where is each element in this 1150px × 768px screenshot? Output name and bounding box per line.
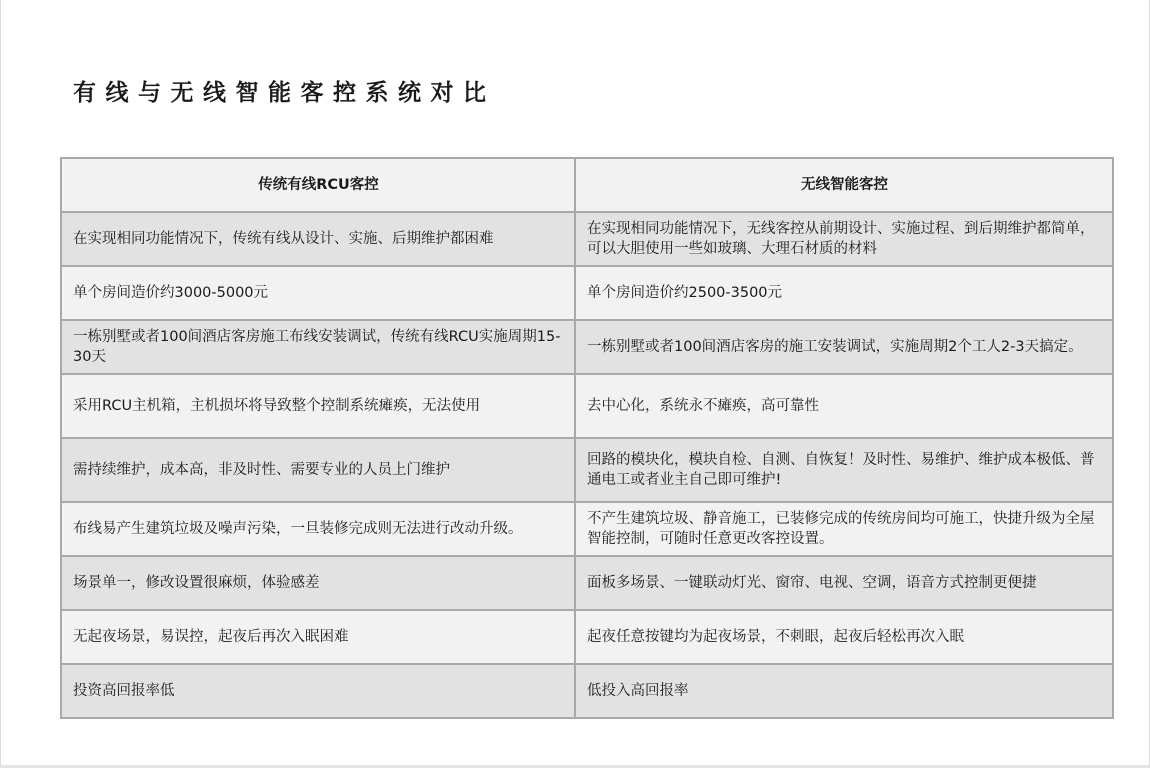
- header-wired: 传统有线RCU客控: [61, 158, 575, 212]
- cell-wireless: 一栋别墅或者100间酒店客房的施工安装调试，实施周期2个工人2-3天搞定。: [575, 320, 1113, 374]
- cell-wired: 需持续维护，成本高，非及时性、需要专业的人员上门维护: [61, 438, 575, 502]
- cell-wireless: 面板多场景、一键联动灯光、窗帘、电视、空调，语音方式控制更便捷: [575, 556, 1113, 610]
- table-row: [61, 556, 1113, 610]
- table-row: [61, 610, 1113, 664]
- cell-wireless: 起夜任意按键均为起夜场景，不刺眼，起夜后轻松再次入眠: [575, 610, 1113, 664]
- table-row: [61, 374, 1113, 438]
- table-row: [61, 502, 1113, 556]
- cell-wired: 单个房间造价约3000-5000元: [61, 266, 575, 320]
- page-title: 有线与无线智能客控系统对比: [73, 80, 496, 106]
- cell-wired: 采用RCU主机箱，主机损坏将导致整个控制系统瘫痪，无法使用: [61, 374, 575, 438]
- cell-wireless: 去中心化，系统永不瘫痪，高可靠性: [575, 374, 1113, 438]
- cell-wired: 无起夜场景，易误控，起夜后再次入眠困难: [61, 610, 575, 664]
- table-header-row: [61, 158, 1113, 212]
- cell-wireless: 单个房间造价约2500-3500元: [575, 266, 1113, 320]
- cell-wired: 投资高回报率低: [61, 664, 575, 718]
- cell-wired: 在实现相同功能情况下，传统有线从设计、实施、后期维护都困难: [61, 212, 575, 266]
- cell-wireless: 不产生建筑垃圾、静音施工，已装修完成的传统房间均可施工，快捷升级为全屋智能控制，可随时任意更改客控设置。: [575, 502, 1113, 556]
- header-wireless: 无线智能客控: [575, 158, 1113, 212]
- table-row: [61, 664, 1113, 718]
- table-row: [61, 266, 1113, 320]
- cell-wired: 布线易产生建筑垃圾及噪声污染，一旦装修完成则无法进行改动升级。: [61, 502, 575, 556]
- comparison-table: [60, 157, 1114, 719]
- cell-wired: 场景单一，修改设置很麻烦，体验感差: [61, 556, 575, 610]
- table-row: [61, 212, 1113, 266]
- table-row: [61, 438, 1113, 502]
- cell-wired: 一栋别墅或者100间酒店客房施工布线安装调试，传统有线RCU实施周期15-30天: [61, 320, 575, 374]
- cell-wireless: 在实现相同功能情况下，无线客控从前期设计、实施过程、到后期维护都简单，可以大胆使用一些如玻璃、大理石材质的材料: [575, 212, 1113, 266]
- cell-wireless: 低投入高回报率: [575, 664, 1113, 718]
- cell-wireless: 回路的模块化，模块自检、自测、自恢复！及时性、易维护、维护成本极低、普通电工或者业主自己即可维护!: [575, 438, 1113, 502]
- table-row: [61, 320, 1113, 374]
